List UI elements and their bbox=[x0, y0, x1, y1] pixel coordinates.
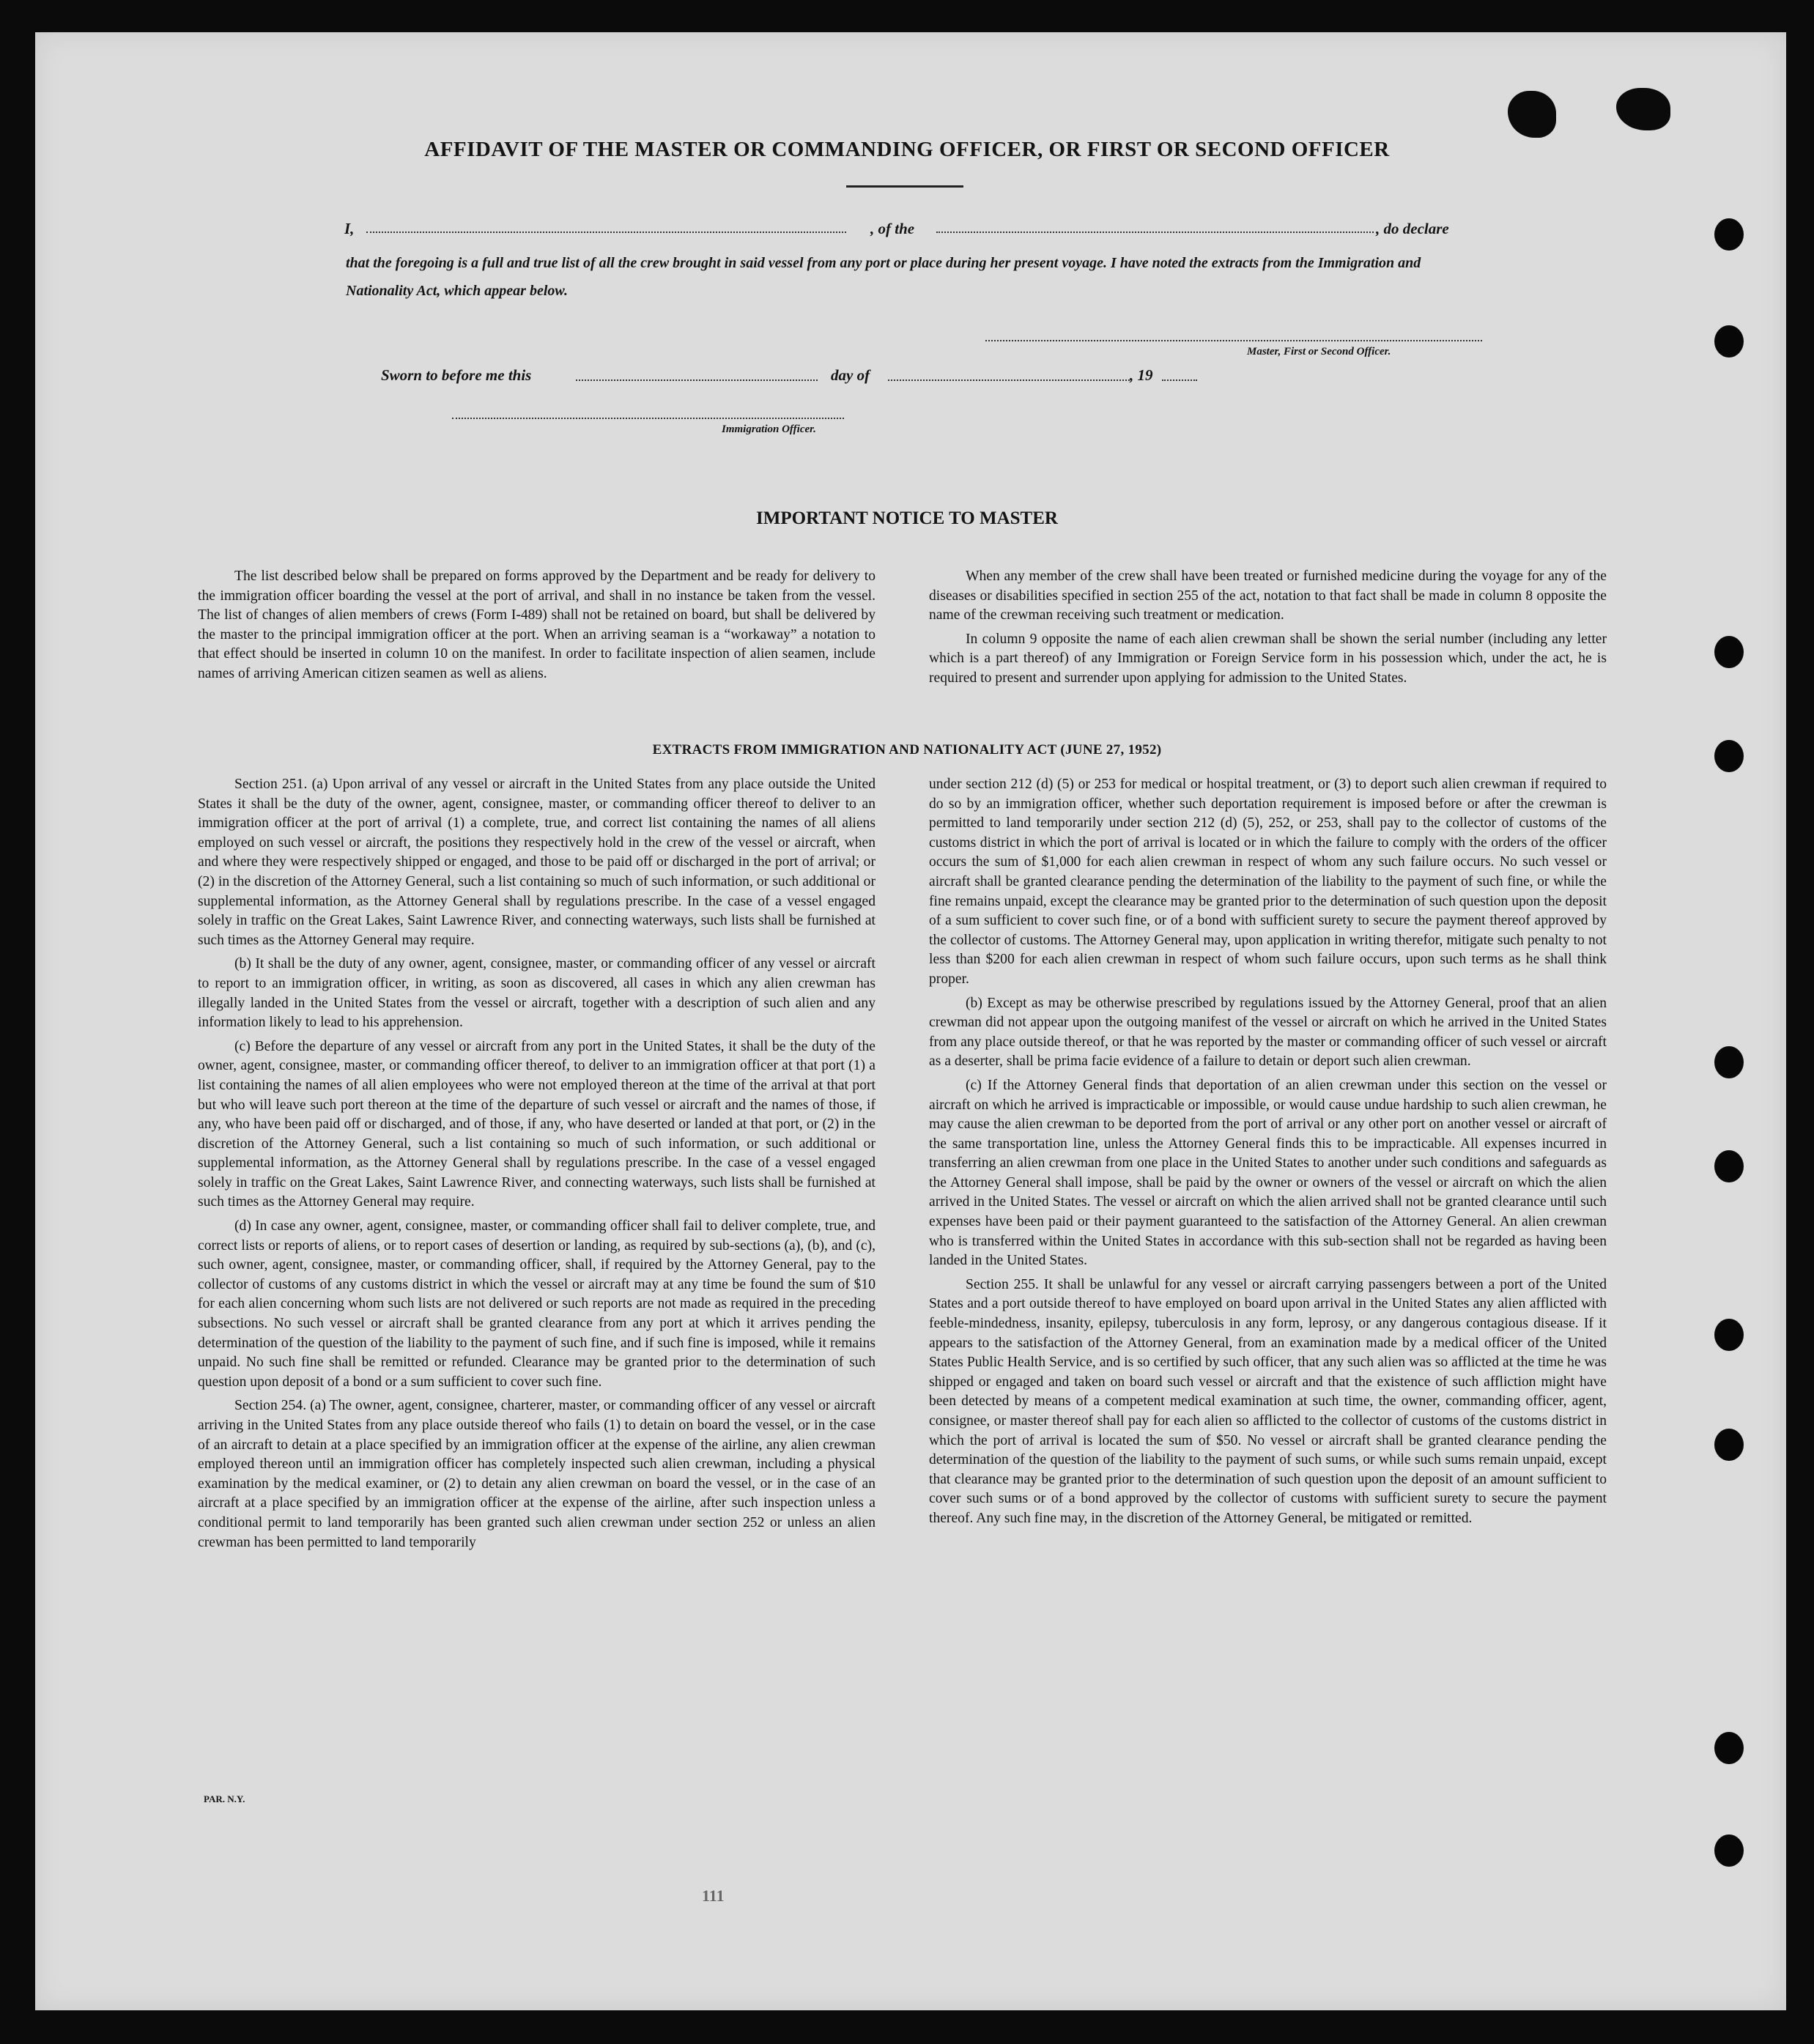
declaration-line bbox=[344, 220, 1473, 242]
i-label: I, bbox=[344, 220, 355, 237]
master-signature-line bbox=[985, 340, 1482, 341]
sworn-label: Sworn to before me this bbox=[381, 366, 532, 384]
extract-paragraph: (c) Before the departure of any vessel or aircraft from any port in the United States, it shall be the duty of the owner, agent, consignee, master, or commanding officer thereof, to deliver to an immigration officer at that port (1) a list containing the names of all alien employees who were not employed thereon at the time of the arrival at that port but who will leave such port thereon at the time of the departure of such vessel or aircraft and the names of those, if any, who have been paid off or discharged, and of those, if any, who have deserted or landed at that port, or (2) in the discretion of the Attorney General, such a list containing so much of such information, or such additional or supplemental information, as the Attorney General shall by regulations prescribe. In the case of a vessel engaged solely in traffic on the Great Lakes, Saint Lawrence River, and connecting waterways, such lists shall be furnished at such times as the Attorney General may require. bbox=[198, 1038, 875, 1210]
notice-title: IMPORTANT NOTICE TO MASTER bbox=[756, 508, 1058, 528]
name-blank bbox=[366, 232, 846, 233]
extracts-left-column bbox=[198, 775, 875, 1557]
binder-hole bbox=[1714, 1150, 1744, 1182]
notice-right-column bbox=[929, 567, 1607, 693]
do-declare-label: , do declare bbox=[1376, 220, 1449, 237]
year-label: , 19 bbox=[1130, 366, 1153, 384]
notice-paragraph: When any member of the crew shall have been treated or furnished medicine during the voyage for any of the diseases or disabilities specified in section 255 of the act, notation to that fact shall be made in column 8 opposite the name of the crewman receiving such treatment or medication. bbox=[929, 569, 1607, 623]
notice-paragraph: In column 9 opposite the name of each alien crewman shall be shown the serial number (including any letter which is a part thereof) of any Immigration or Foreign Service form in his possession which, under the act, he is required to present and surrender upon applying for admission to the United States. bbox=[929, 631, 1607, 686]
binder-hole bbox=[1714, 325, 1744, 358]
page-mark: 111 bbox=[702, 1886, 725, 1905]
year-blank bbox=[1162, 379, 1197, 381]
extracts-right-column bbox=[929, 775, 1607, 1533]
day-blank bbox=[576, 379, 818, 381]
extract-paragraph: (c) If the Attorney General finds that deportation of an alien crewman under this section on the vessel or aircraft on which he arrived is impracticable or impossible, or would cause undue hardship to such alien crewman, he may cause the alien crewman to be deported from the port of arrival or any other port on another vessel or aircraft of the same transportation line, unless the Attorney General finds this to be impracticable. All expenses incurred in transferring an alien crewman from one place in the United States to another under such conditions and safeguards as the Attorney General shall impose, shall be paid by the owner or owners of the vessel or aircraft on which the alien arrived in the United States. The vessel or aircraft on which the alien arrived shall not be granted clearance until such expenses have been paid or their payment guaranteed to the satisfaction of the Attorney General. An alien crewman who is transferred within the United States in accordance with this sub-section shall not be regarded as having been landed in the United States. bbox=[929, 1077, 1607, 1269]
vessel-blank bbox=[936, 232, 1374, 233]
binder-hole bbox=[1714, 636, 1744, 668]
extract-paragraph: (d) In case any owner, agent, consignee, master, or commanding officer shall fail to deliver complete, true, and correct lists or reports of aliens, or to report cases of desertion or landing, as required by sub-sections (a), (b), and (c), such owner, agent, consignee, master, or commanding officer, shall, if required by the Attorney General, pay to the collector of customs of any customs district in which the vessel or aircraft may at any time be found the sum of $10 for each alien concerning whom such lists are not delivered or such reports are not made as required in the preceding subsections. No such vessel or aircraft shall be granted clearance from any port at which it arrives pending the determination of the question of the liability to the payment of such fine, and if such fine is imposed, while it remains unpaid. No such fine shall be remitted or refunded. Clearance may be granted prior to the determination of such question upon deposit of a bond or a sum sufficient to cover such fine. bbox=[198, 1218, 875, 1390]
binder-hole bbox=[1714, 218, 1744, 251]
of-the-label: , of the bbox=[870, 220, 915, 237]
extract-paragraph: under section 212 (d) (5) or 253 for medical or hospital treatment, or (3) to deport such alien crewman if required to do so by an immigration officer, whether such deportation requirement is imposed before or after the crewman is permitted to land temporarily under section 212 (d) (5), 252, or 253, shall pay to the collector of customs of the customs district in which the port of arrival is located or in which the failure to comply with the orders of the officer occurs the sum of $1,000 for each alien crewman in respect of whom any such failure occurs. No such vessel or aircraft shall be granted clearance pending the determination of the liability to the payment of such fine, or while the fine remains unpaid, except the clearance may be granted prior to the determination of such question upon the deposit of a sum sufficient to cover such fine, or of a bond with sufficient surety to secure the payment thereof approved by the collector of customs. The Attorney General may, upon application in writing therefor, mitigate such penalty to not less than $200 for each alien crewman in respect of whom such failure occurs, upon such terms as he shall think proper. bbox=[929, 777, 1607, 987]
extracts-title: EXTRACTS FROM IMMIGRATION AND NATIONALITY ACT (JUNE 27, 1952) bbox=[652, 742, 1162, 758]
binder-hole bbox=[1714, 1319, 1744, 1351]
notice-left-column bbox=[198, 567, 875, 689]
binder-hole bbox=[1714, 1732, 1744, 1764]
extract-paragraph: (b) It shall be the duty of any owner, agent, consignee, master, or commanding officer of any vessel or aircraft to report to an immigration officer, in writing, as soon as discovered, all cases in which any alien crewman has illegally landed in the United States from the vessel or aircraft, together with a description of such alien and any information likely to lead to his apprehension. bbox=[198, 956, 875, 1031]
extract-paragraph: (b) Except as may be otherwise prescribed by regulations issued by the Attorney General, proof that an alien crewman did not appear upon the outgoing manifest of the vessel or aircraft on which he arrived in the United States from any place outside thereof, or that he was reported by the master or commanding officer of such vessel or aircraft as a deserter, shall be prima facie evidence of a failure to detain or deport such alien crewman. bbox=[929, 995, 1607, 1070]
sworn-line bbox=[381, 366, 1260, 388]
officer-caption: Immigration Officer. bbox=[722, 423, 816, 435]
extract-paragraph: Section 254. (a) The owner, agent, consignee, charterer, master, or commanding officer of any vessel or aircraft arriving in the United States from any place outside thereof who fails (1) to detain on board the vessel, or in the case of an aircraft to detain at a place specified by an immigration officer at the expense of the airline, any alien crewman employed thereon until an immigration officer has completely inspected such alien crewman, including a physical examination by the medical examiner, or (2) to detain any alien crewman on board the vessel, or in the case of an aircraft at a place specified by an immigration officer at the expense of the airline, after such inspection unless a conditional permit to land temporarily has been granted such alien crewman under section 252 or unless an alien crewman has been permitted to land temporarily bbox=[198, 1398, 875, 1550]
declaration-text: that the foregoing is a full and true list of all the crew brought in said vessel from any port or place during her present voyage. I have noted the extracts from the Immigration and Nationality Act, which appear below. bbox=[346, 255, 1421, 299]
month-blank bbox=[888, 379, 1130, 381]
title-rule bbox=[846, 185, 963, 188]
printer-code: PAR. N.Y. bbox=[204, 1793, 245, 1804]
day-of-label: day of bbox=[831, 366, 870, 384]
master-caption: Master, First or Second Officer. bbox=[1247, 346, 1391, 358]
affidavit-title: AFFIDAVIT OF THE MASTER OR COMMANDING OFFICER, OR FIRST OR SECOND OFFICER bbox=[424, 138, 1390, 161]
extract-paragraph: Section 255. It shall be unlawful for any vessel or aircraft carrying passengers between a port of the United States and a port outside thereof to have employed on board upon arrival in the United States any alien afflicted with feeble-mindedness, insanity, epilepsy, tuberculosis in any form, leprosy, or any dangerous contagious disease. If it appears to the satisfaction of the Attorney General, from an examination made by a medical officer of the United States Public Health Service, and is so certified by such officer, that any such alien was so afflicted at the time he was shipped or engaged and taken on board such vessel or aircraft and that the existence of such affliction might have been detected by means of a competent medical examination at such time, the owner, commanding officer, agent, consignee, or master thereof shall pay for each alien so afflicted to the collector of customs of the customs district in which the port of arrival is located the sum of $50. No vessel or aircraft shall be granted clearance pending the determination of the question of the liability to the payment of such sums, or while such sums remain unpaid, except that clearance may be granted prior to the determination of such question upon the deposit of an amount sufficient to cover such sums or of a bond approved by the collector of customs with sufficient surety to secure the payment thereof. Any such fine may, in the discretion of the Attorney General, be mitigated or remitted. bbox=[929, 1276, 1607, 1526]
binder-hole bbox=[1714, 1429, 1744, 1461]
extract-paragraph: Section 251. (a) Upon arrival of any vessel or aircraft in the United States from any place outside the United States it shall be the duty of the owner, agent, consignee, master, or commanding officer thereof to deliver to an immigration officer at the port of arrival (1) a complete, true, and correct list containing the names of all aliens employed on such vessel or aircraft, the positions they respectively hold in the crew of the vessel or aircraft, when and where they were respectively shipped or engaged, and those to be paid off or discharged in the port of arrival; or (2) in the discretion of the Attorney General, such a list containing so much of such information, or such additional or supplemental information, as the Attorney General shall by regulations prescribe. In the case of a vessel engaged solely in traffic on the Great Lakes, Saint Lawrence River, and connecting waterways, such lists shall be furnished at such times as the Attorney General may require. bbox=[198, 777, 875, 948]
notice-paragraph: The list described below shall be prepared on forms approved by the Department and be ready for delivery to the immigration officer boarding the vessel at the port of arrival, and shall in no instance be taken from the vessel. The list of changes of alien members of crews (Form I-489) shall not be retained on board, but shall be delivered by the master to the principal immigration officer at the port. When an arriving seaman is a “workaway” a notation to that effect should be inserted in column 10 on the manifest. In order to facilitate inspection of alien seamen, include names of arriving American citizen seamen as well as aliens. bbox=[198, 569, 875, 681]
binder-hole bbox=[1714, 1834, 1744, 1867]
binder-hole bbox=[1714, 1046, 1744, 1078]
officer-signature-line bbox=[452, 418, 844, 419]
